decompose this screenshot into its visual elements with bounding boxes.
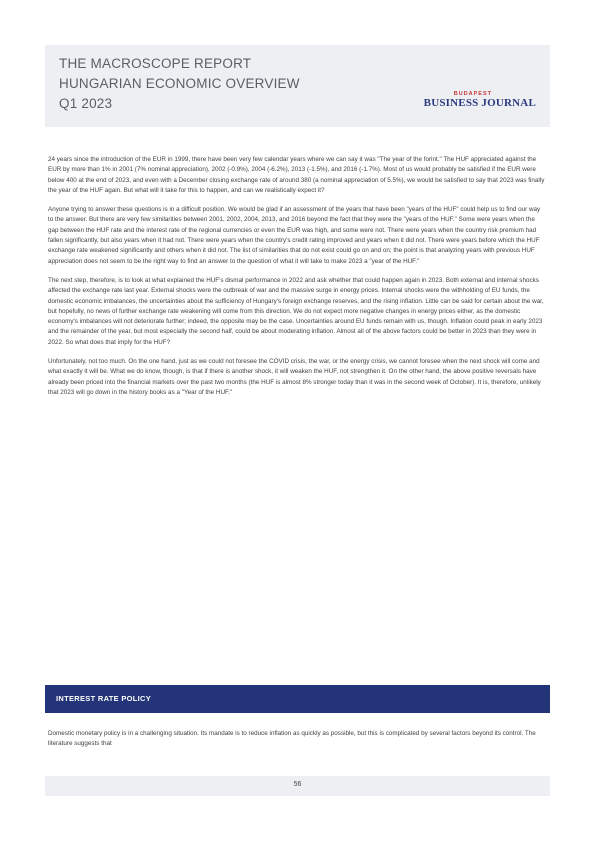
logo-top-text: BUDAPEST: [453, 91, 492, 97]
section-paragraph: Domestic monetary policy is in a challenging situation. Its mandate is to reduce inflation as quickly as possible, but this is complicated by several factors beyond its control. The literature suggests that: [48, 730, 536, 748]
page-footer: [45, 776, 550, 796]
body-paragraph-2: Anyone trying to answer these questions is in a difficult position. We would be glad if an assessment of the years that have been "years of the HUF" could help us to find our way to the answer. But there are very few similarities between 2001, 2002, 2004, 2013, and 2016 beyond the fact that they were the "years of the HUF." Some were years when the gap between the HUF rate and the interest rate of the regional currencies or even the EUR was high, and some were not. There were years when the country risk premium had fallen significantly, but also years when it had not. There were years when the country's credit rating improved and years when it did not. There were years before which the HUF exchange rate weakened significantly and others when it did not. The list of similarities that do not exist could go on and on; the point is that analyzing years with previous HUF appreciation does not seem to be the right way to find an answer to the question of what it will take to make 2023 a "year of the HUF.": [48, 206, 541, 265]
article-body: [48, 155, 546, 407]
section-heading-bar: [45, 685, 550, 713]
publisher-logo: [424, 91, 536, 109]
section-body: [48, 729, 546, 759]
body-paragraph-3: The next step, therefore, is to look at what explained the HUF's dismal performance in 2022 and ask whether that could happen again in 2023. Both external and internal shocks affected the exchange rate last year. External shocks were the outbreak of war and the massive surge in energy prices. Internal shocks were the withholding of EU funds, the domestic economic imbalances, the uncertainties about the sufficiency of Hungary's foreign exchange reserves, and the rising inflation. Little can be said for certain about the war, but hopefully, no news of further exchange rate weakening will come from this direction. We do not expect more negative changes in energy prices either, as the domestic economy's imbalances will not deteriorate further; indeed, the opposite may be the case. Uncertainties around EU funds remain with us, though. Inflation could peak in early 2023 and the remainder of the year, but most especially the second half, could be about moderating inflation. Almost all of the above factors could be better in 2023 than they were in 2022. So what does that imply for the HUF?: [48, 276, 544, 346]
report-title-line-1: THE MACROSCOPE REPORT: [59, 56, 252, 71]
section-heading: INTEREST RATE POLICY: [56, 694, 152, 703]
report-title-line-2: HUNGARIAN ECONOMIC OVERVIEW: [59, 76, 300, 91]
body-paragraph-4: Unfortunately, not too much. On the one hand, just as we could not foresee the COVID crisis, the war, or the energy crisis, we cannot foresee when the next shock will come and what exactly it will be. What we do know, though, is that if there is another shock, it will weaken the HUF, not strengthen it. On the other hand, the above positive reversals have already been priced into the financial markets over the past two months (the HUF is almost 8% stronger today than it was in the second week of October). It is, therefore, unlikely that 2023 will go down in the history books as a "Year of the HUF.": [48, 358, 541, 396]
report-title: [59, 54, 300, 114]
report-header: [45, 45, 550, 127]
logo-main-text: BUSINESS JOURNAL: [423, 97, 536, 109]
report-title-line-3: Q1 2023: [59, 96, 113, 111]
body-paragraph-1: 24 years since the introduction of the EUR in 1999, there have been very few calendar years where we can say it was "The year of the forint." The HUF appreciated against the EUR by more than 1% in 2001 (7% nominal appreciation), 2002 (-0.9%), 2004 (-6.2%), 2013 (-1.5%), and 2016 (-1.7%). Most of us would probably be satisfied if the EUR were below 400 at the end of 2023, and even with a December closing exchange rate of around 380 (a nominal appreciation of 5.5%), we would be satisfied to say that 2023 was finally the year of the HUF again. But what will it take for this to happen, and can we realistically expect it?: [48, 156, 545, 194]
page-number: 56: [293, 781, 302, 788]
